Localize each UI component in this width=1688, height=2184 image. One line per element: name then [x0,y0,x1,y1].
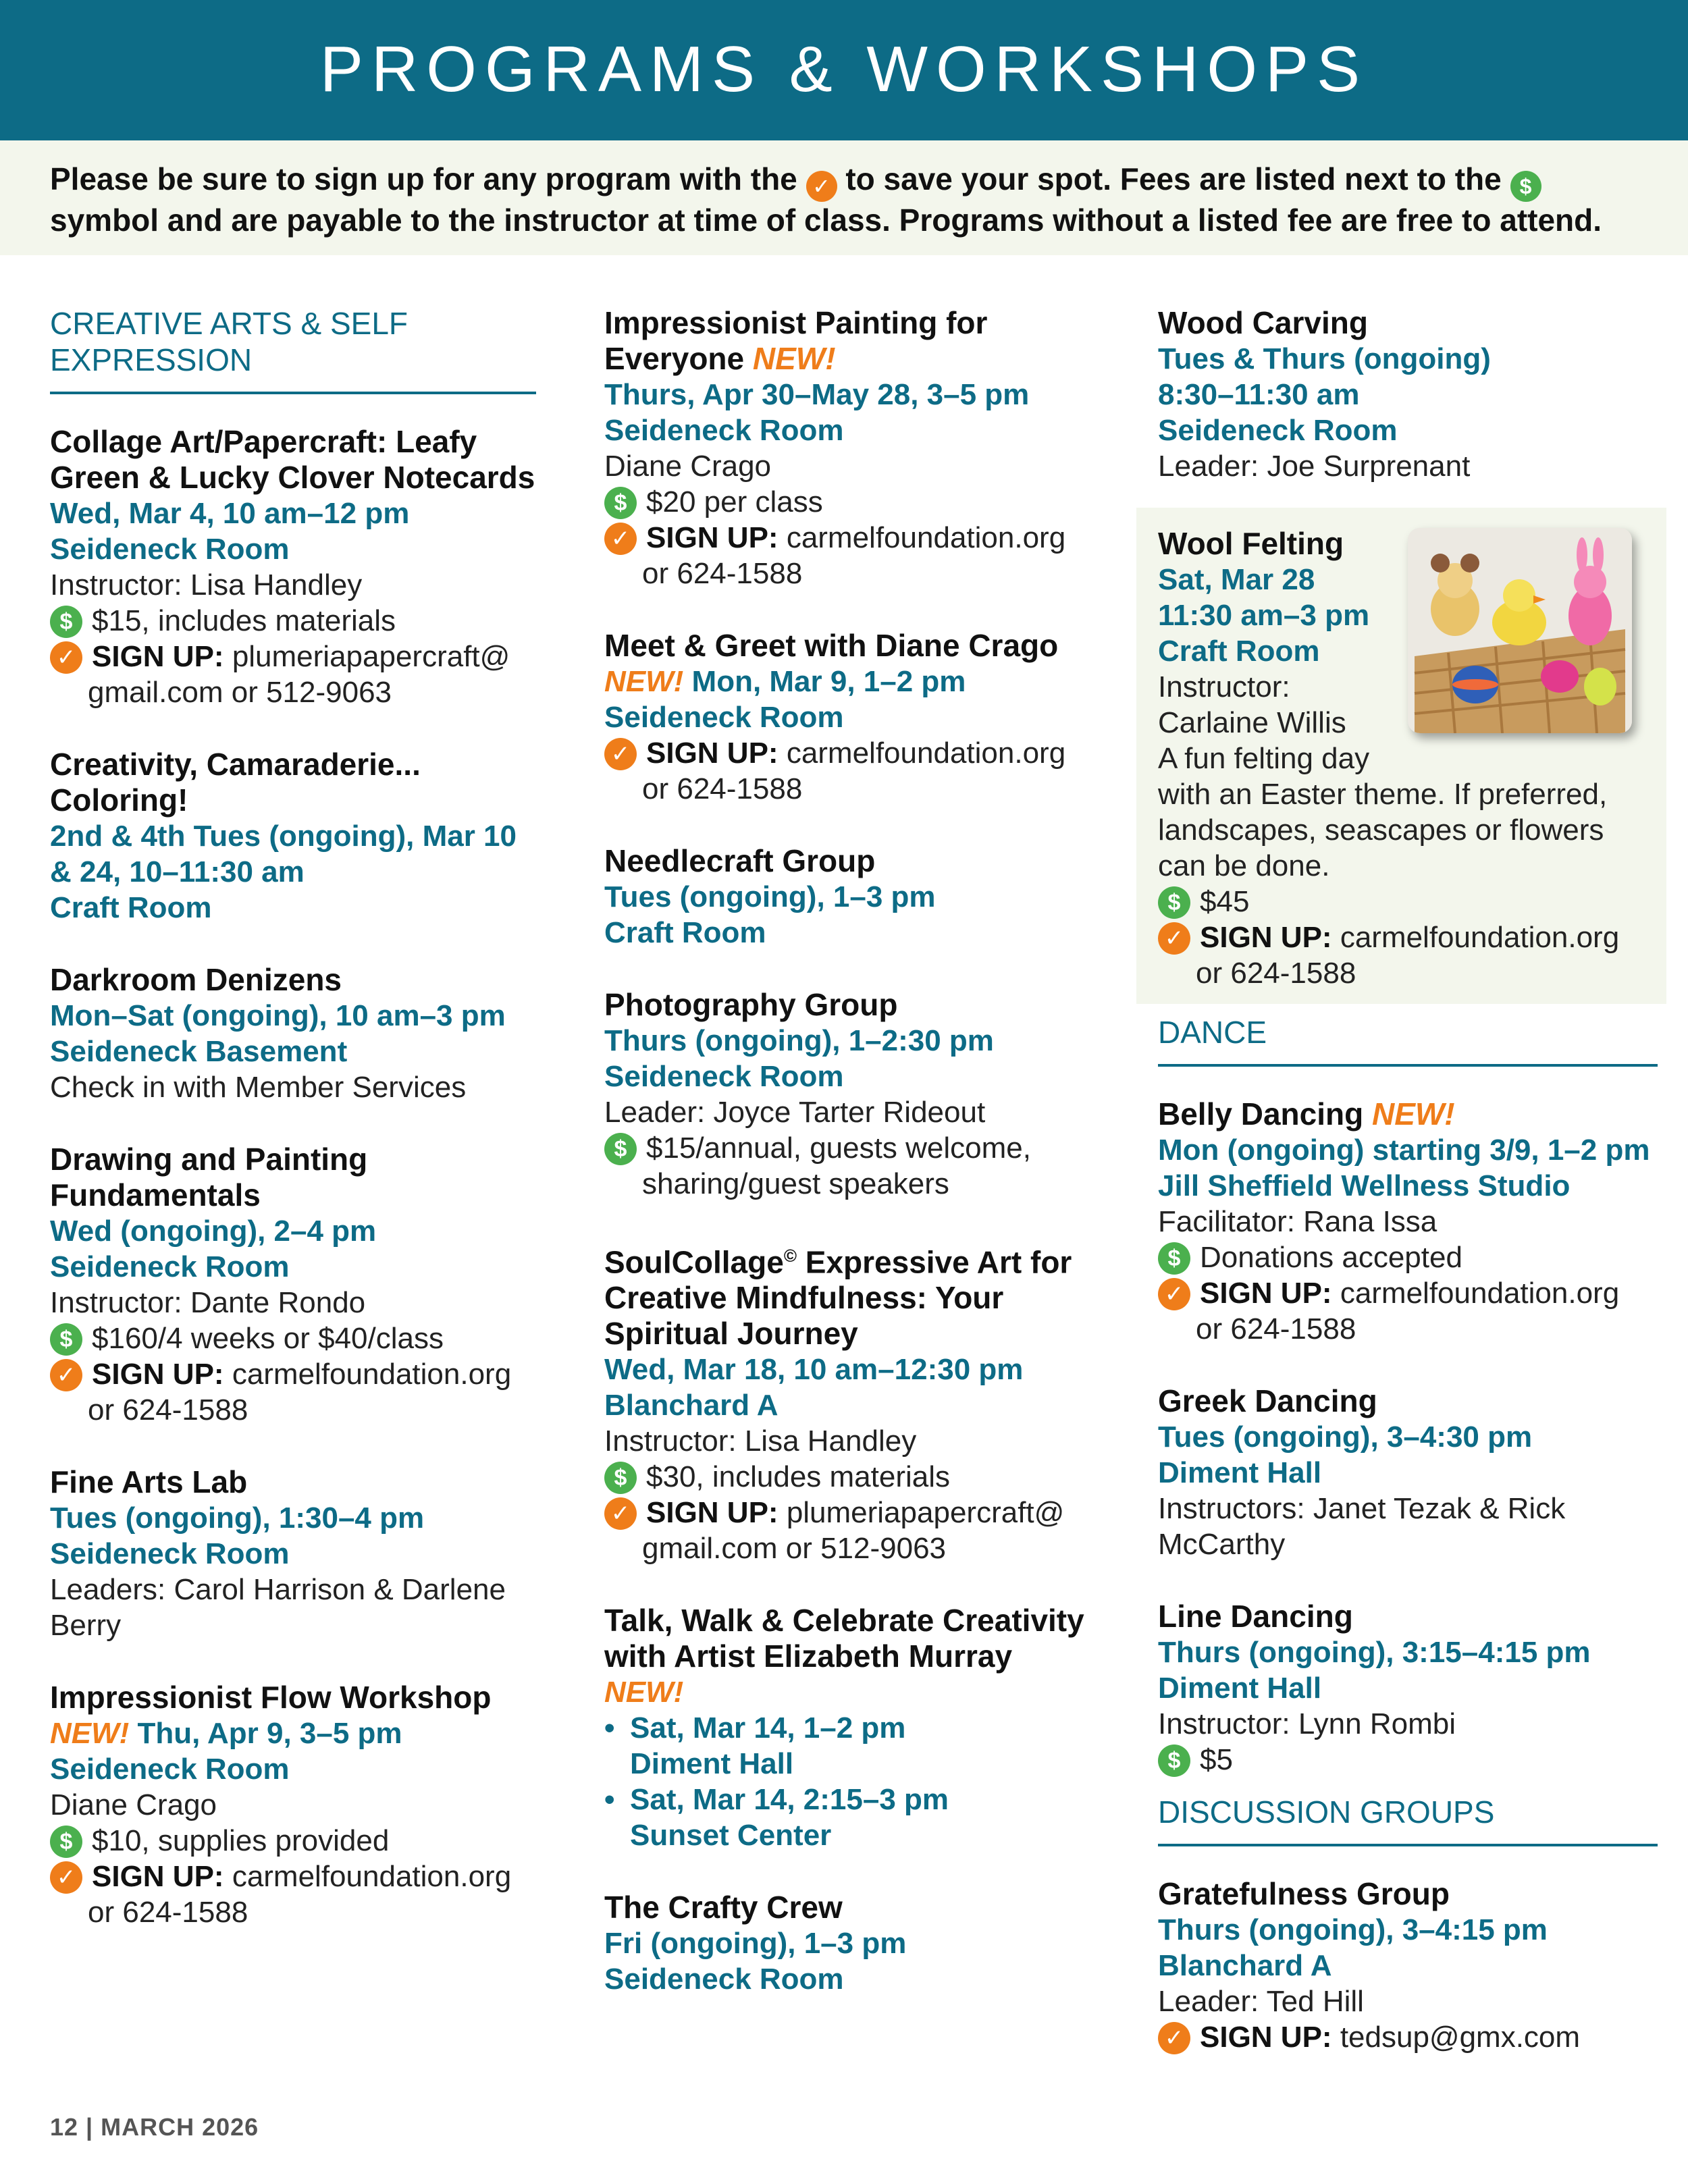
program-instructor: Carlaine Willis [1158,706,1346,739]
program-signup [1158,2019,1658,2055]
program-location: Blanchard A [1158,1949,1332,1982]
bullet-dot: • [604,1783,615,1817]
program-location: Jill Sheffield Wellness Studio [1158,1169,1571,1202]
new-badge [604,1674,1090,1710]
program-time: Wed, Mar 4, 10 am–12 pm [50,497,410,530]
registered-mark: © [783,1246,797,1266]
program-entry [1158,1096,1658,1347]
intro-part-2: to save your spot. Fees are listed next to the [845,161,1502,196]
signup-label: SIGN UP: [92,1860,224,1893]
program-time: Thurs (ongoing), 3:15–4:15 pm [1158,1636,1591,1669]
program-time: Wed (ongoing), 2–4 pm [50,1215,377,1248]
dollar-icon: $ [604,487,637,519]
intro-box [0,140,1688,255]
program-fee [50,603,536,639]
program-time: Fri (ongoing), 1–3 pm [604,1927,907,1961]
program-signup [604,735,1090,771]
intro-part-1: Please be sure to sign up for any program with the [50,161,797,196]
program-entry [50,1142,536,1428]
program-time: Thurs, Apr 30–May 28, 3–5 pm [604,378,1030,411]
program-instructor: Instructor: Lisa Handley [50,568,363,602]
fee-text: $30, includes materials [646,1460,951,1494]
program-title: Talk, Walk & Celebrate Creativity with Artist Elizabeth Murray [604,1603,1084,1674]
program-title: Photography Group [604,987,898,1022]
program-location: Seideneck Room [50,533,290,566]
checkmark-icon: ✓ [1158,1278,1190,1310]
program-title: Fine Arts Lab [50,1464,248,1499]
title-text: Belly Dancing [1158,1096,1364,1131]
header-banner [0,0,1688,140]
checkmark-icon: ✓ [1158,2022,1190,2054]
program-time: Tues (ongoing), 3–4:30 pm [1158,1420,1533,1454]
program-time: Sat, Mar 28 [1158,563,1315,596]
intro-text [50,161,1657,238]
fee-text: $20 per class [646,485,823,518]
new-badge: NEW! [604,665,684,698]
fee-text: $10, supplies provided [92,1824,390,1857]
dollar-icon: $ [50,1826,82,1858]
signup-contact-cont[interactable]: gmail.com or 512-9063 [642,1532,947,1566]
program-title: Creativity, Camaraderie... Coloring! [50,747,421,818]
program-entry [50,962,536,1105]
program-signup [604,1495,1090,1530]
program-time: Mon–Sat (ongoing), 10 am–3 pm [50,999,506,1032]
checkmark-icon: ✓ [1158,922,1190,955]
program-signup [1158,920,1658,955]
signup-label: SIGN UP: [646,521,779,554]
program-instructor: Instructor: [1158,670,1290,703]
signup-label: SIGN UP: [646,737,779,770]
signup-contact-cont[interactable]: gmail.com or 512-9063 [88,676,392,709]
program-location: Seideneck Room [50,1753,290,1786]
new-badge: NEW! [1371,1096,1455,1131]
program-location: Craft Room [604,916,766,949]
bullet-location: Diment Hall [630,1747,794,1781]
program-fee [50,1321,536,1356]
signup-label: SIGN UP: [92,1358,224,1391]
program-fee [1158,1240,1658,1275]
program-instructor: Diane Crago [604,450,772,483]
column-2 [604,305,1090,2033]
program-time: 11:30 am–3 pm [1158,599,1370,632]
signup-contact-cont[interactable]: or 624-1588 [88,1896,248,1929]
program-location: Diment Hall [1158,1672,1322,1705]
program-time [50,1715,536,1751]
program-title: Gratefulness Group [1158,1876,1450,1911]
program-fee [50,1823,536,1859]
signup-contact[interactable]: carmelfoundation.org [786,521,1066,554]
program-title: Wood Carving [1158,305,1368,340]
program-time: Tues (ongoing), 1:30–4 pm [50,1501,425,1535]
program-title: Line Dancing [1158,1599,1353,1634]
program-signup [1158,1275,1658,1311]
program-title [604,305,1090,377]
program-fee [1158,1742,1658,1778]
page-footer: 12 | MARCH 2026 [50,2113,259,2141]
program-location: Seideneck Room [604,1963,844,1996]
program-instructor: Instructor: Lisa Handley [604,1424,917,1458]
dollar-icon: $ [1158,1242,1190,1275]
program-signup [50,1356,536,1392]
bullet-time: Sat, Mar 14, 2:15–3 pm [630,1783,949,1817]
program-location: Seideneck Room [604,701,844,734]
program-entry [1158,1383,1658,1562]
signup-contact[interactable]: carmelfoundation.org [232,1358,512,1391]
program-fee [604,484,1090,520]
program-instructor: Instructor: Dante Rondo [50,1286,366,1319]
program-instructor: Leader: Ted Hill [1158,1985,1364,2018]
signup-contact[interactable]: carmelfoundation.org [232,1860,512,1893]
fee-text: $15, includes materials [92,604,396,637]
program-entry [604,843,1090,951]
program-location: Diment Hall [1158,1456,1322,1489]
dollar-icon: $ [1510,171,1541,202]
new-badge-text: NEW! [604,1676,684,1709]
program-time: 8:30–11:30 am [1158,378,1360,411]
section-heading-discussion-groups: DISCUSSION GROUPS [1158,1794,1658,1846]
program-entry [50,747,536,926]
program-fee [1158,884,1658,920]
program-location: Seideneck Room [50,1537,290,1570]
program-location: Craft Room [1158,635,1320,668]
program-signup [50,1859,536,1894]
program-location: Seideneck Room [1158,414,1398,447]
program-instructor: Instructors: Janet Tezak & Rick McCarthy [1158,1492,1566,1561]
program-instructor: Leaders: Carol Harrison & Darlene Berry [50,1573,506,1642]
program-signup [50,639,536,674]
program-time: Thurs (ongoing), 3–4:15 pm [1158,1913,1548,1946]
program-title: Drawing and Painting Fundamentals [50,1142,368,1213]
checkmark-icon: ✓ [50,641,82,674]
program-entry [1158,1599,1658,1778]
page-title: PROGRAMS & WORKSHOPS [319,33,1369,105]
program-entry [50,424,536,710]
dollar-icon: $ [1158,886,1190,919]
time-text: Mon, Mar 9, 1–2 pm [691,665,966,698]
signup-contact[interactable]: carmelfoundation.org [1340,1277,1620,1310]
program-instructor: Instructor: Lynn Rombi [1158,1707,1456,1740]
program-note: Check in with Member Services [50,1071,467,1104]
program-entry [604,987,1090,1202]
column-1 [50,305,536,1967]
program-time: 2nd & 4th Tues (ongoing), Mar 10 & 24, 10–11:30 am [50,820,517,888]
fee-text-cont: sharing/guest speakers [642,1167,949,1200]
signup-contact-cont[interactable]: or 624-1588 [642,557,803,590]
program-title: Meet & Greet with Diane Crago [604,628,1059,663]
program-instructor: Facilitator: Rana Issa [1158,1205,1438,1238]
program-time [604,664,1090,699]
signup-contact[interactable]: plumeriapapercraft@ [786,1496,1065,1530]
fee-text: $45 [1200,885,1250,918]
program-title: Darkroom Denizens [50,962,342,997]
program-title [1158,1096,1658,1132]
program-time: Mon (ongoing) starting 3/9, 1–2 pm [1158,1134,1650,1167]
program-time: Tues (ongoing), 1–3 pm [604,880,936,913]
program-signup [604,520,1090,556]
bullet-location: Sunset Center [630,1819,832,1853]
signup-contact[interactable]: carmelfoundation.org [1340,921,1620,954]
program-location: Craft Room [50,891,212,924]
signup-label: SIGN UP: [92,640,224,673]
program-entry-featured [1158,526,1658,991]
signup-label: SIGN UP: [646,1496,779,1530]
program-description: A fun felting day [1158,742,1370,775]
section-heading-creative-arts: CREATIVE ARTS & SELF EXPRESSION [50,305,536,394]
fee-text: $160/4 weeks or $40/class [92,1322,444,1355]
program-entry [50,1464,536,1643]
program-location: Seideneck Room [604,1060,844,1093]
dollar-icon: $ [50,606,82,638]
checkmark-icon: ✓ [604,738,637,770]
section-heading-dance: DANCE [1158,1014,1658,1067]
program-title: The Crafty Crew [604,1890,843,1925]
checkmark-icon: ✓ [806,171,837,202]
title-text: Expressive Art for Creative Mindfulness: Your Spiritual Journey [604,1244,1072,1352]
dollar-icon: $ [50,1323,82,1356]
program-instructor: Leader: Joe Surprenant [1158,450,1471,483]
program-title: Greek Dancing [1158,1383,1377,1418]
signup-contact-cont[interactable]: or 624-1588 [1196,1312,1356,1346]
program-time: Wed, Mar 18, 10 am–12:30 pm [604,1353,1024,1387]
checkmark-icon: ✓ [604,523,637,555]
program-entry [604,628,1090,807]
bullet-item [604,1710,1090,1746]
checkmark-icon: ✓ [50,1359,82,1391]
program-location: Seideneck Basement [50,1035,348,1068]
program-fee [604,1459,1090,1495]
bullet-time: Sat, Mar 14, 1–2 pm [630,1711,906,1745]
bullet-dot: • [604,1711,615,1745]
program-title: Needlecraft Group [604,843,876,878]
program-title: Impressionist Flow Workshop [50,1680,492,1715]
intro-part-3: symbol and are payable to the instructor at time of class. Programs without a listed fee are free to attend. [50,203,1602,238]
bullet-item [604,1782,1090,1817]
fee-text: $5 [1200,1743,1233,1776]
signup-contact[interactable]: carmelfoundation.org [786,737,1066,770]
dollar-icon: $ [604,1133,637,1165]
checkmark-icon: ✓ [50,1861,82,1894]
program-entry [50,1680,536,1930]
signup-contact-cont[interactable]: or 624-1588 [1196,957,1356,990]
column-3 [1158,305,1658,2092]
program-fee [604,1130,1090,1166]
program-entry [604,1603,1090,1853]
signup-contact[interactable]: plumeriapapercraft@ [232,640,510,673]
title-text: SoulCollage [604,1244,784,1280]
signup-contact[interactable]: tedsup@gmx.com [1340,2021,1581,2054]
program-title: Collage Art/Papercraft: Leafy Green & Lucky Clover Notecards [50,424,535,495]
program-title: Wool Felting [1158,526,1344,561]
program-title [604,1238,1090,1352]
signup-label: SIGN UP: [1200,921,1332,954]
program-entry [604,1238,1090,1566]
fee-text: $15/annual, guests welcome, [646,1131,1031,1165]
program-entry [604,1890,1090,1997]
program-entry [1158,305,1658,484]
signup-contact-cont[interactable]: or 624-1588 [642,772,803,805]
program-location: Seideneck Room [50,1250,290,1283]
dollar-icon: $ [1158,1744,1190,1777]
time-text: Thu, Apr 9, 3–5 pm [137,1717,402,1750]
checkmark-icon: ✓ [604,1497,637,1530]
program-instructor: Diane Crago [50,1788,217,1821]
signup-label: SIGN UP: [1200,2021,1332,2054]
title-text: Impressionist Painting for Everyone [604,305,988,376]
new-badge: NEW! [50,1717,130,1750]
fee-text: Donations accepted [1200,1241,1462,1274]
program-description: with an Easter theme. If preferred, landscapes, seascapes or flowers can be done. [1158,778,1608,882]
program-entry [1158,1876,1658,2055]
program-location: Blanchard A [604,1389,779,1422]
signup-contact-cont[interactable]: or 624-1588 [88,1393,248,1427]
program-time: Tues & Thurs (ongoing) [1158,342,1491,375]
program-location: Seideneck Room [604,414,844,447]
program-time: Thurs (ongoing), 1–2:30 pm [604,1024,994,1057]
signup-label: SIGN UP: [1200,1277,1332,1310]
dollar-icon: $ [604,1462,637,1494]
program-entry [604,305,1090,591]
program-instructor: Leader: Joyce Tarter Rideout [604,1096,986,1129]
new-badge: NEW! [752,341,836,376]
